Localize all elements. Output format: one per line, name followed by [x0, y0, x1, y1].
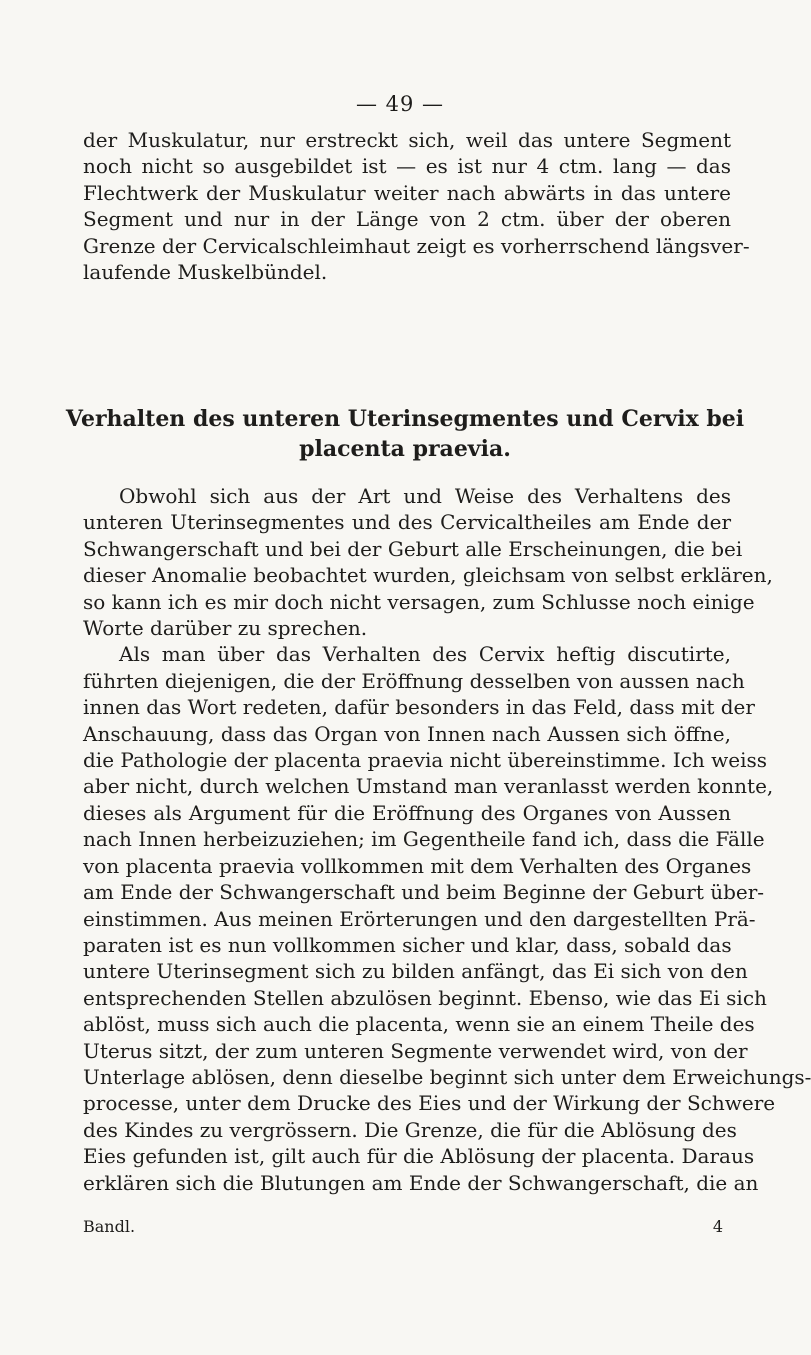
text-line: Obwohl sich aus der Art und Weise des Verhaltens des — [119, 484, 731, 508]
text-line: die Pathologie der placenta praevia nicht übereinstimme. Ich weiss — [83, 748, 768, 773]
text-line: processe, unter dem Drucke des Eies und der Wirkung der Schwere — [83, 1091, 776, 1116]
text-line: unteren Uterinsegmentes und des Cervicaltheiles am Ende der — [83, 510, 731, 535]
text-line: Flechtwerk der Muskulatur weiter nach abwärts in das untere — [83, 180, 731, 205]
sheet-number: 4 — [712, 1217, 723, 1236]
text-line: dieser Anomalie beobachtet wurden, gleichsam von selbst erklären, — [83, 563, 773, 588]
text-line: noch nicht so ausgebildet ist — es ist nur 4 ctm. lang — das — [83, 154, 731, 179]
text-line: untere Uterinsegment sich zu bilden anfängt, das Ei sich von den — [83, 959, 748, 984]
paragraph-obwohl — [83, 483, 773, 641]
text-line: einstimmen. Aus meinen Erörterungen und den dargestellten Prä- — [83, 906, 756, 931]
text-line: führten diejenigen, die der Eröffnung desselben von aussen nach — [83, 668, 745, 693]
text-line: Unterlage ablösen, denn dieselbe beginnt sich unter dem Erweichungs- — [83, 1064, 811, 1089]
heading-line-2: placenta praevia. — [299, 436, 511, 462]
text-line: am Ende der Schwangerschaft und beim Beginne der Geburt über- — [83, 880, 765, 905]
paragraph-muskulatur — [83, 127, 750, 285]
text-line: Uterus sitzt, der zum unteren Segmente verwendet wird, von der — [83, 1038, 748, 1063]
text-line: paraten ist es nun vollkommen sicher und klar, dass, sobald das — [83, 932, 732, 957]
page-footer — [83, 1217, 731, 1237]
text-line: des Kindes zu vergrössern. Die Grenze, die für die Ablösung des — [83, 1117, 737, 1142]
text-line: der Muskulatur, nur erstreckt sich, weil das untere Segment — [83, 128, 731, 152]
text-line: Worte darüber zu sprechen. — [83, 616, 368, 641]
heading-line-1: Verhalten des unteren Uterinsegmentes und Cervix bei — [65, 406, 745, 432]
signature-mark: Bandl. — [83, 1217, 136, 1236]
text-line: erklären sich die Blutungen am Ende der Schwangerschaft, die an — [83, 1170, 759, 1195]
text-line: nach Innen herbeizuziehen; im Gegentheile fand ich, dass die Fälle — [83, 827, 765, 852]
page-number: — 49 — — [355, 92, 445, 116]
text-line: Grenze der Cervicalschleimhaut zeigt es vorherrschend längsver- — [83, 233, 750, 258]
text-line: von placenta praevia vollkommen mit dem Verhalten des Organes — [83, 853, 752, 878]
text-line: Anschauung, dass das Organ von Innen nach Aussen sich öffne, — [83, 721, 731, 746]
text-line: aber nicht, durch welchen Umstand man veranlasst werden konnte, — [83, 774, 774, 799]
text-line: so kann ich es mir doch nicht versagen, zum Schlusse noch einige — [83, 589, 755, 614]
text-line: laufende Muskelbündel. — [83, 260, 328, 285]
paragraph-als-man — [83, 641, 811, 1196]
section-body — [83, 483, 811, 1196]
text-line: innen das Wort redeten, dafür besonders in das Feld, dass mit der — [83, 695, 755, 720]
text-line: entsprechenden Stellen abzulösen beginnt. Ebenso, wie das Ei sich — [83, 985, 767, 1010]
text-line: dieses als Argument für die Eröffnung des Organes von Aussen — [83, 800, 731, 825]
text-line: Segment und nur in der Länge von 2 ctm. über der oberen — [83, 207, 731, 232]
text-line: Als man über das Verhalten des Cervix heftig discutirte, — [119, 642, 731, 667]
text-line: Eies gefunden ist, gilt auch für die Ablösung der placenta. Daraus — [83, 1144, 755, 1169]
text-line: ablöst, muss sich auch die placenta, wenn sie an einem Theile des — [83, 1012, 755, 1037]
section-heading — [60, 404, 750, 464]
text-line: Schwangerschaft und bei der Geburt alle Erscheinungen, die bei — [83, 536, 743, 561]
